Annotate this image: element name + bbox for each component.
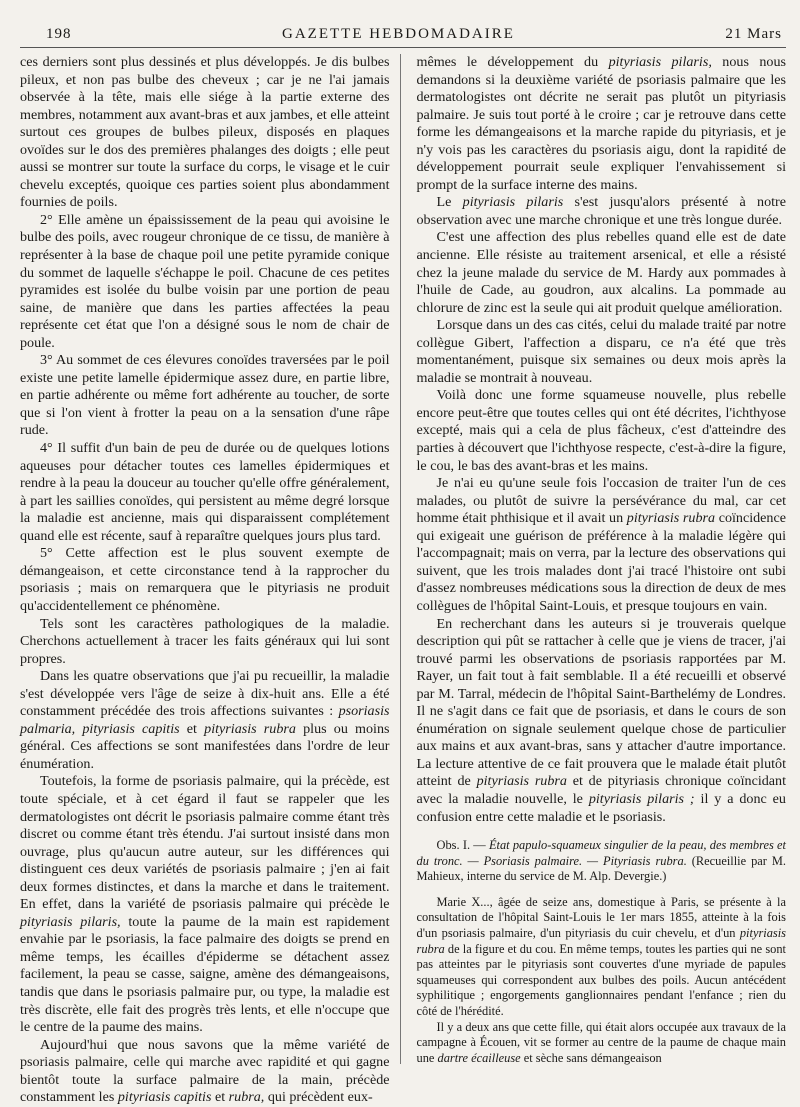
paragraph: 4° Il suffit d'un bain de peu de durée ou de quelques lotions aqueuses pour détacher toutes ces lamelles épidermiques et rendre à la peau la douceur au toucher qu'elle offre généralement, à part les saillies conoïdes, qui persistent au même degré lorsque la maladie est ancienne, mais qui disparaissent complétement quand elle est récente, sauf à reparaître quelques jours plus tard.	[20, 440, 390, 544]
italic-term: pityriasis pilaris	[462, 194, 564, 211]
paragraph	[20, 773, 390, 1036]
italic-term: pityriasis pilaris,	[20, 913, 121, 930]
italic-term: pityriasis rubra	[204, 720, 296, 737]
italic-term: rubra,	[228, 1089, 265, 1106]
paragraph: ces derniers sont plus dessinés et plus développés. Je dis bulbes pileux, et non pas bulbe des cheveux ; car je ne l'ai jamais observée à la tête, mais elle siége à la partie externe des membres, notamment aux avant-bras et aux jambes, et elle atteint surtout ces groupes de bulbes pileux, disposés en plaques ovoïdes sur le dos des premières phalanges des doigts ; elle peut aussi se montrer sur toute la surface du corps, le visage et le cuir chevelu exceptés, quoique ces parties soient plus abondamment fournies de poils.	[20, 54, 390, 211]
paragraph	[417, 475, 787, 615]
text-run: Marie X..., âgée de seize ans, domestique à Paris, se présente à la consultation de l'hôpital Saint-Louis le 1er mars 1855, atteinte à la fois d'un psoriasis palmaire, d'un pityriasis du cuir chevelu, et d'un	[416, 894, 786, 941]
text-run: coïncidence qui exigeait une guérison de préférence à la maladie légère qui l'accompagnait; mais on verra, par la lecture des observations qui suivent, que les trois malades dont j'ai tracé l'histoire ont subi d'assez nombreuses médications sous la direction de deux de mes collègues de l'hôpital Saint-Louis, et presque toujours en vain.	[416, 510, 786, 614]
text-run: de la figure et du cou. En même temps, toutes les parties qui ne sont pas atteintes par le pityriasis sont couvertes d'une myriade de papules squameuses qui correspondent aux bulbes des poils. Aucun antécédent syphilitique ; engorgements ganglionnaires pendant l'enfance ; rien du côté de l'hérédité.	[416, 941, 786, 1018]
paragraph: 2° Elle amène un épaississement de la peau qui avoisine le bulbe des poils, avec rougeur chronique de ce tissu, de manière à représenter à la base de chaque poil une petite pyramide conique du sommet de laquelle s'échappe le poil. Chacune de ces petites pyramides est isolée du bulbe voisin par une portion de peau saine, de manière que dans les parties affectées la peau représente cet état que l'on a désigné sous le nom de chair de poule.	[20, 211, 390, 351]
text-run: Le	[436, 194, 452, 211]
text-run: Il y a deux ans que cette fille, qui était alors occupée aux travaux de la campagne à Écouen, vit se former au centre de la paume de chaque main une	[416, 1019, 786, 1065]
paragraph: Lorsque dans un des cas cités, celui du malade traité par notre collègue Gibert, l'affection a disparu, ce n'a été que très momentanément, puisque six semaines ou deux mois après la maladie se montrait à nouveau.	[416, 317, 786, 386]
issue-date: 21 Mars	[725, 26, 782, 42]
journal-title: GAZETTE HEBDOMADAIRE	[282, 26, 515, 42]
page-header	[20, 26, 786, 48]
text-run: toute la paume de la main est rapidement envahie par le psoriasis, la face palmaire des doigts se prend en même temps, les écailles d'épiderme se détachent assez facilement, la peau se casse, saigne, amène des démangeaisons, tandis que dans le psoriasis palmaire pur, ou type, la maladie est très discrète, elle fait des progrès très lents, et elle n'occupe que le centre de la paume des mains.	[20, 913, 390, 1036]
case-report	[417, 895, 787, 1020]
paragraph: C'est une affection des plus rebelles quand elle est de date ancienne. Elle résiste au traitement arsenical, et elle a résisté chez la jeune malade du service de M. Hardy aux pommades à l'huile de Cade, au goudron, aux alcalins. La pommade au chlorure de zinc est la seule qui ait produit quelque amélioration.	[416, 229, 786, 316]
text-columns	[20, 54, 787, 1106]
text-run: plus ou moins général. Ces affections se sont manifestées dans l'ordre de leur énumération.	[20, 720, 390, 772]
paragraph: 3° Au sommet de ces élevures conoïdes traversées par le poil existe une petite lamelle épidermique assez dure, en partie libre, en partie adhérente ou même fort adhérente au toucher, de sorte que si l'on vient à frotter la peau on a la sensation d'une râpe rude.	[20, 352, 390, 439]
text-run: et	[214, 1089, 226, 1106]
text-run: Dans les quatre observations que j'ai pu recueillir, la maladie s'est développée vers l'âge de seize à dix-huit ans. Elle a été constamment précédée des trois affections suivantes :	[20, 668, 390, 720]
italic-term: pityriasis capitis	[117, 1089, 212, 1106]
text-run: et	[186, 720, 197, 737]
italic-term: psoriasis palmaria, pityriasis capitis	[20, 703, 390, 737]
text-run: Je n'ai eu qu'une seule fois l'occasion de traiter l'un de ces malades, ou plutôt de suivre la persévérance du mal, car cet homme était phthisique et il avait un	[416, 475, 786, 527]
text-run: Obs. I. —	[436, 838, 486, 853]
text-run: Toutefois, la forme de psoriasis palmaire, qui la précède, est toute spéciale, et à cet égard il faut se rappeler que les dermatologistes ont décrit le psoriasis palmaire comme étant très discret ou comme étant très étendu. J'ai surtout insisté dans mon ouvrage, plus qu'aucun autre auteur, sur les différences qui distinguent ces deux variétés de psoriasis palmaire ; j'en ai fait deux formes distinctes, et dans la marche et dans le traitement. En effet, dans la variété de psoriasis palmaire qui précède le	[20, 773, 390, 913]
italic-term: pityriasis rubra	[416, 926, 786, 956]
observation-heading	[417, 838, 787, 885]
italic-term: pityriasis rubra	[476, 773, 567, 790]
paragraph	[417, 194, 787, 229]
text-run: Aujourd'hui que nous savons que la même variété de psoriasis palmaire, celle qui marche avec rapidité et qui gagne bientôt toute la surface palmaire de la main, précède constamment les	[20, 1036, 390, 1106]
right-column	[417, 54, 787, 1064]
page-number: 198	[46, 26, 72, 42]
text-run: nous nous demandons si la deuxième variété de psoriasis palmaire que les dermatologistes ont décrite ne serait pas plutôt un pityriasis palmaire. Je suis tout porté à le croire ; car je retrouve dans cette forme les démangeaisons et la marche rapide du pityriasis, et je n'y vois pas les caractères du psoriasis aigu, dont la rapidité de développement pourrait seule expliquer l'envahissement si prompt de la surface interne des mains.	[416, 54, 786, 193]
italic-term: État papulo-squameux singulier de la peau, des membres et du tronc. — Psoriasis palmaire. — Pityriasis rubra.	[416, 838, 786, 868]
text-run: qui précèdent eux-	[267, 1089, 373, 1106]
paragraph: Tels sont les caractères pathologiques de la maladie. Cherchons actuellement à tracer les faits généraux qui lui sont propres.	[20, 615, 390, 667]
italic-term: pityriasis rubra	[626, 510, 716, 527]
paragraph: Voilà donc une forme squameuse nouvelle, plus rebelle encore peut-être que toutes celles qui ont été décrites, l'ichthyose excepté, mais qui a cela de plus fâcheux, c'est d'atteindre des parties à découvert que l'ichthyose respecte, c'est-à-dire la figure, le cou, le bas des avant-bras et les mains.	[416, 387, 786, 474]
text-run: En recherchant dans les auteurs si je trouverais quelque description qui pût se rattacher à celle que je viens de tracer, j'ai trouvé parmi les observations de psoriasis rapportées par M. Rayer, un fait tout à fait semblable. Il a été recueilli et observé par M. Tarral, médecin de l'hôpital Saint-Barthelémy de Londres. Il ne s'agit dans ce fait que de psoriasis, et dans le cours de son énumération on signale seulement quelque chose de particulier aux mains et aux avant-bras, sans y attacher d'autre importance. La lecture attentive de ce fait prouvera que le malade était plutôt atteint de	[416, 615, 786, 790]
text-run: (Recueillie par M. Mahieux, interne du service de M. Alp. Devergie.)	[416, 853, 786, 884]
italic-term: pityriasis pilaris ;	[588, 790, 695, 807]
left-column	[20, 54, 401, 1106]
paragraph	[417, 54, 787, 194]
paragraph	[417, 616, 787, 827]
text-run: et sèche sans démangeaison	[523, 1050, 662, 1065]
paragraph	[20, 1037, 390, 1107]
italic-term: dartre écailleuse	[437, 1050, 521, 1065]
text-run: et de pityriasis chronique coïncidant avec la maladie nouvelle, le	[416, 773, 787, 807]
text-run: s'est jusqu'alors présenté à notre observation avec une marche chronique et une très longue durée.	[416, 194, 786, 228]
italic-term: pityriasis pilaris,	[608, 54, 712, 70]
text-run: il y a donc eu confusion entre cette maladie et le psoriasis.	[416, 790, 786, 825]
text-run: mêmes le développement du	[416, 54, 599, 70]
paragraph	[20, 668, 390, 773]
paragraph: 5° Cette affection est le plus souvent exempte de démangeaison, et cette circonstance tend à la rapprocher du psoriasis ; mais on remarquera que le pityriasis ne produit qu'accidentellement ce phénomène.	[20, 545, 390, 614]
case-report	[417, 1020, 787, 1067]
